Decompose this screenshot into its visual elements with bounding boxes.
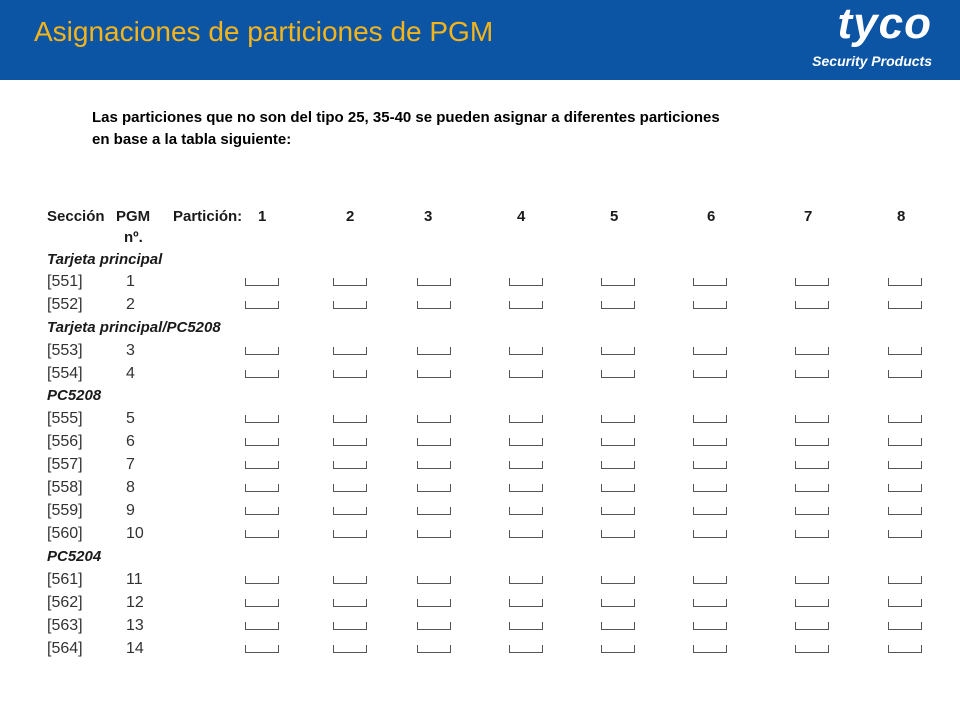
- partition-blank-field: [333, 645, 367, 653]
- partition-blank-field: [417, 622, 451, 630]
- partition-blank-field: [245, 278, 279, 286]
- brand-subtitle: Security Products: [812, 53, 932, 69]
- partition-blank-field: [888, 507, 922, 515]
- partition-blank-field: [417, 301, 451, 309]
- partition-blank-field: [795, 507, 829, 515]
- partition-blank-field: [333, 530, 367, 538]
- partition-blank-field: [509, 576, 543, 584]
- partition-blank-field: [601, 301, 635, 309]
- partition-blank-field: [245, 370, 279, 378]
- partition-blank-field: [693, 576, 727, 584]
- partition-column-8: 8: [897, 208, 906, 225]
- partition-blank-field: [693, 484, 727, 492]
- partition-blank-field: [601, 415, 635, 423]
- section-number: [555]: [47, 410, 83, 427]
- partition-blank-field: [509, 461, 543, 469]
- partition-blank-field: [417, 438, 451, 446]
- partition-blank-field: [417, 645, 451, 653]
- partition-blank-field: [245, 461, 279, 469]
- partition-blank-field: [888, 278, 922, 286]
- section-number: [551]: [47, 273, 83, 290]
- section-number: [552]: [47, 296, 83, 313]
- partition-blank-field: [693, 461, 727, 469]
- partition-blank-field: [888, 461, 922, 469]
- partition-blank-field: [417, 530, 451, 538]
- section-number: [557]: [47, 456, 83, 473]
- partition-blank-field: [509, 622, 543, 630]
- pgm-number: 12: [126, 594, 144, 611]
- partition-blank-field: [245, 438, 279, 446]
- pgm-number: 5: [126, 410, 135, 427]
- partition-blank-field: [693, 301, 727, 309]
- partition-blank-field: [245, 530, 279, 538]
- partition-blank-field: [601, 370, 635, 378]
- partition-blank-field: [509, 530, 543, 538]
- partition-blank-field: [245, 347, 279, 355]
- pgm-number: 2: [126, 296, 135, 313]
- pgm-number: 3: [126, 342, 135, 359]
- partition-blank-field: [417, 599, 451, 607]
- partition-blank-field: [245, 484, 279, 492]
- partition-blank-field: [888, 622, 922, 630]
- partition-blank-field: [509, 507, 543, 515]
- intro-line-2: en base a la tabla siguiente:: [92, 131, 292, 148]
- partition-blank-field: [601, 530, 635, 538]
- section-number: [554]: [47, 365, 83, 382]
- partition-blank-field: [509, 484, 543, 492]
- partition-blank-field: [601, 278, 635, 286]
- partition-blank-field: [795, 278, 829, 286]
- partition-column-6: 6: [707, 208, 716, 225]
- partition-blank-field: [333, 461, 367, 469]
- column-header-pgm-no: nº.: [124, 229, 143, 246]
- pgm-number: 13: [126, 617, 144, 634]
- pgm-number: 6: [126, 433, 135, 450]
- partition-blank-field: [693, 507, 727, 515]
- partition-blank-field: [333, 507, 367, 515]
- partition-blank-field: [509, 347, 543, 355]
- partition-blank-field: [601, 576, 635, 584]
- partition-blank-field: [693, 278, 727, 286]
- group-label: PC5208: [47, 387, 102, 404]
- partition-blank-field: [795, 576, 829, 584]
- partition-blank-field: [888, 415, 922, 423]
- partition-blank-field: [245, 645, 279, 653]
- section-number: [563]: [47, 617, 83, 634]
- partition-blank-field: [333, 599, 367, 607]
- partition-blank-field: [417, 370, 451, 378]
- partition-blank-field: [333, 370, 367, 378]
- partition-blank-field: [333, 415, 367, 423]
- partition-blank-field: [245, 415, 279, 423]
- section-number: [558]: [47, 479, 83, 496]
- partition-blank-field: [693, 438, 727, 446]
- partition-blank-field: [601, 622, 635, 630]
- pgm-number: 4: [126, 365, 135, 382]
- partition-blank-field: [795, 415, 829, 423]
- partition-blank-field: [509, 301, 543, 309]
- partition-column-1: 1: [258, 208, 267, 225]
- pgm-number: 14: [126, 640, 144, 657]
- partition-blank-field: [795, 599, 829, 607]
- partition-blank-field: [888, 347, 922, 355]
- partition-blank-field: [417, 507, 451, 515]
- partition-blank-field: [417, 576, 451, 584]
- section-number: [553]: [47, 342, 83, 359]
- group-label: Tarjeta principal/PC5208: [47, 319, 221, 336]
- partition-blank-field: [509, 278, 543, 286]
- pgm-number: 8: [126, 479, 135, 496]
- partition-blank-field: [693, 370, 727, 378]
- partition-blank-field: [601, 599, 635, 607]
- pgm-number: 7: [126, 456, 135, 473]
- partition-blank-field: [245, 507, 279, 515]
- partition-blank-field: [888, 301, 922, 309]
- section-number: [561]: [47, 571, 83, 588]
- brand-name: tyco: [837, 0, 932, 48]
- partition-column-7: 7: [804, 208, 813, 225]
- pgm-number: 11: [126, 571, 143, 588]
- partition-blank-field: [509, 438, 543, 446]
- partition-blank-field: [333, 347, 367, 355]
- partition-blank-field: [601, 461, 635, 469]
- partition-column-3: 3: [424, 208, 433, 225]
- partition-blank-field: [417, 278, 451, 286]
- partition-blank-field: [417, 461, 451, 469]
- partition-blank-field: [333, 301, 367, 309]
- partition-blank-field: [245, 576, 279, 584]
- partition-blank-field: [795, 347, 829, 355]
- partition-blank-field: [795, 438, 829, 446]
- partition-blank-field: [601, 645, 635, 653]
- partition-blank-field: [693, 415, 727, 423]
- partition-blank-field: [888, 484, 922, 492]
- partition-blank-field: [601, 484, 635, 492]
- pgm-number: 1: [126, 273, 135, 290]
- partition-blank-field: [509, 645, 543, 653]
- partition-blank-field: [795, 622, 829, 630]
- partition-blank-field: [888, 438, 922, 446]
- section-number: [560]: [47, 525, 83, 542]
- partition-blank-field: [601, 347, 635, 355]
- partition-blank-field: [693, 530, 727, 538]
- partition-blank-field: [601, 507, 635, 515]
- group-label: PC5204: [47, 548, 102, 565]
- column-header-seccion: Sección: [47, 208, 105, 225]
- group-label: Tarjeta principal: [47, 251, 163, 268]
- partition-blank-field: [245, 599, 279, 607]
- partition-blank-field: [795, 484, 829, 492]
- intro-line-1: Las particiones que no son del tipo 25, 35-40 se pueden asignar a diferentes particiones: [92, 109, 720, 126]
- column-header-pgm: PGM: [116, 208, 151, 225]
- partition-blank-field: [509, 599, 543, 607]
- partition-column-4: 4: [517, 208, 526, 225]
- section-number: [562]: [47, 594, 83, 611]
- pgm-number: 10: [126, 525, 144, 542]
- partition-blank-field: [693, 622, 727, 630]
- partition-blank-field: [795, 461, 829, 469]
- section-number: [564]: [47, 640, 83, 657]
- partition-blank-field: [693, 599, 727, 607]
- partition-blank-field: [888, 370, 922, 378]
- partition-blank-field: [795, 645, 829, 653]
- partition-blank-field: [333, 484, 367, 492]
- partition-blank-field: [795, 530, 829, 538]
- partition-blank-field: [245, 301, 279, 309]
- partition-blank-field: [795, 370, 829, 378]
- partition-blank-field: [333, 438, 367, 446]
- page-title: Asignaciones de particiones de PGM: [34, 16, 494, 47]
- section-number: [556]: [47, 433, 83, 450]
- partition-blank-field: [333, 622, 367, 630]
- partition-blank-field: [888, 645, 922, 653]
- partition-blank-field: [888, 530, 922, 538]
- partition-blank-field: [795, 301, 829, 309]
- partition-blank-field: [509, 415, 543, 423]
- partition-blank-field: [417, 484, 451, 492]
- partition-column-2: 2: [346, 208, 355, 225]
- partition-column-5: 5: [610, 208, 619, 225]
- section-number: [559]: [47, 502, 83, 519]
- partition-blank-field: [509, 370, 543, 378]
- pgm-number: 9: [126, 502, 135, 519]
- partition-blank-field: [888, 576, 922, 584]
- partition-blank-field: [245, 622, 279, 630]
- partition-blank-field: [888, 599, 922, 607]
- partition-blank-field: [601, 438, 635, 446]
- column-header-particion: Partición:: [173, 208, 243, 225]
- partition-blank-field: [417, 415, 451, 423]
- partition-blank-field: [417, 347, 451, 355]
- partition-blank-field: [333, 576, 367, 584]
- partition-blank-field: [333, 278, 367, 286]
- partition-blank-field: [693, 347, 727, 355]
- partition-blank-field: [693, 645, 727, 653]
